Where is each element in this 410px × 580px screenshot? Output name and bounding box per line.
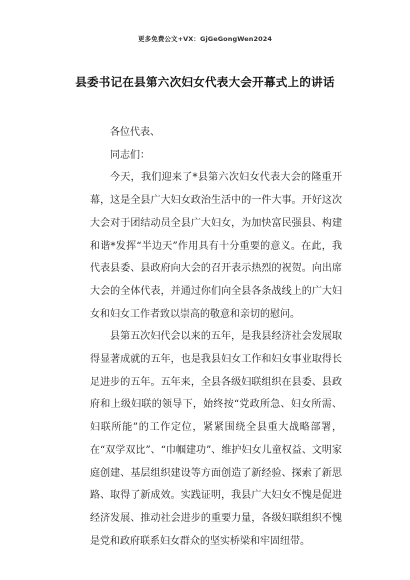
body-paragraph: 县第五次妇代会以来的五年，是我县经济社会发展取得显著成就的五年，也是我县妇女工作和妇女事业取得长足进步的五年。五年来，全县各级妇联组织在县委、县政府和上级妇联的领导下，始终按“党政所急、妇女所需、妇联所能”的工作定位，紧紧围绕全县重大战略部署，在“双学双比”、“巾帼建功”、维护妇女儿童权益、文明家庭创建、基层组织建设等方面创造了新经验、探索了新思路、取得了新成效。实践证明，我县广大妇女不愧是促进经济发展、推动社会进步的重要力量，各级妇联组织不愧是党和政府联系妇女群众的坚实桥梁和牢固纽带。: [90, 331, 342, 547]
document-body: [90, 122, 342, 553]
document-title: 县委书记在县第六次妇女代表大会开幕式上的讲话: [75, 75, 335, 89]
salutation-line: 各位代表、: [110, 127, 160, 138]
salutation-line: 同志们：: [110, 149, 150, 161]
header-note: 更多免费公文+VX：GjGeGongWen2024: [138, 35, 272, 43]
body-paragraph: 今天，我们迎来了*县第六次妇女代表大会的隆重开幕，这是全县广大妇女政治生活中的一件大事。开好这次大会对于团结动员全县广大妇女，为加快富民强县、构建和谐*发挥“半边天”作用具有十分重要的意义。在此，我代表县委、县政府向大会的召开表示热烈的祝贺。向出席大会的全体代表，并通过你们向全县各条战线上的广大妇女和妇女工作者致以崇高的敬意和亲切的慰问。: [90, 172, 342, 320]
